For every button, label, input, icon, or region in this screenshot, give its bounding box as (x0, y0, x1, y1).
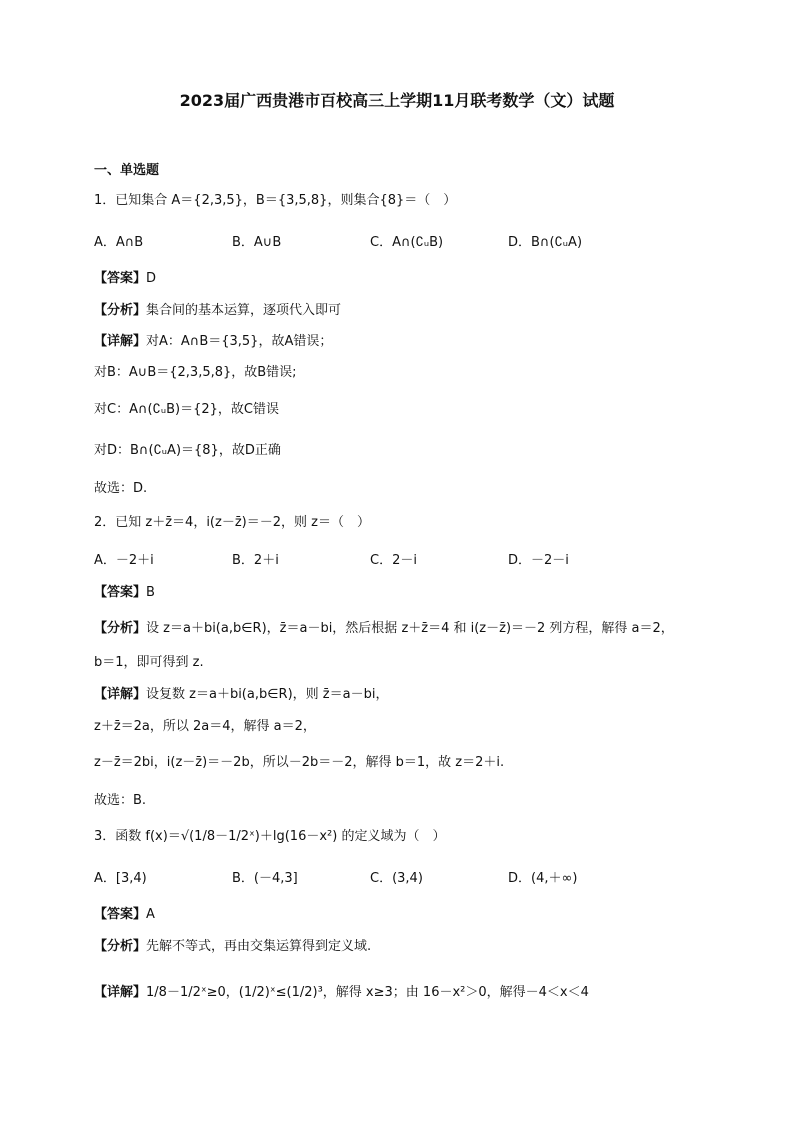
question-2-stem: 2．已知 z＋z̄＝4，i(z－z̄)＝－2，则 z＝（ ） (94, 515, 370, 530)
q2-option-b: B．2＋i (232, 553, 279, 568)
q3-detail (94, 984, 589, 1002)
q2-detail (94, 686, 388, 704)
q1-option-d: D．B∩(∁ᵤA) (508, 235, 583, 250)
q1-conclusion: 故选：D. (94, 481, 148, 496)
analysis-tag: 【分析】 (94, 621, 147, 636)
q1-detail (94, 333, 332, 351)
answer-tag: 【答案】 (94, 585, 147, 600)
answer-value: A (146, 907, 155, 922)
q1-detail-line: 对B：A∪B＝{2,3,5,8}，故B错误; (94, 365, 297, 380)
q3-option-d: D．(4,＋∞) (508, 871, 578, 886)
detail-text: 设复数 z＝a＋bi(a,b∈R)，则 z̄＝a－bi， (146, 687, 389, 702)
q2-option-d: D．－2－i (508, 553, 569, 568)
q2-detail-line: z－z̄＝2bi，i(z－z̄)＝－2b，所以－2b＝－2，解得 b＝1，故 z＝2＋i. (94, 755, 505, 770)
analysis-text: 先解不等式，再由交集运算得到定义域. (146, 939, 372, 954)
q1-option-c: C．A∩(∁ᵤB) (370, 235, 444, 250)
question-1-stem: 1．已知集合 A＝{2,3,5}，B＝{3,5,8}，则集合{8}＝（ ） (94, 193, 457, 208)
page-title: 2023届广西贵港市百校高三上学期11月联考数学（文）试题 (179, 91, 615, 110)
q3-answer (94, 906, 155, 924)
q2-answer (94, 584, 155, 602)
q3-option-c: C．(3,4) (370, 871, 423, 886)
analysis-tag: 【分析】 (94, 939, 147, 954)
detail-tag: 【详解】 (94, 985, 147, 1000)
answer-tag: 【答案】 (94, 271, 147, 286)
detail-text: 1/8－1/2ˣ≥0，(1/2)ˣ≤(1/2)³，解得 x≥3；由 16－x²＞0，解得－4＜x＜4 (146, 985, 589, 1000)
q2-detail-line: z＋z̄＝2a，所以 2a＝4，解得 a＝2， (94, 719, 316, 734)
detail-tag: 【详解】 (94, 334, 147, 349)
answer-value: B (146, 585, 155, 600)
q3-option-b: B．(－4,3] (232, 871, 298, 886)
q2-analysis-cont: b＝1，即可得到 z. (94, 655, 204, 670)
q2-analysis (94, 620, 674, 638)
q2-conclusion: 故选：B. (94, 793, 147, 808)
answer-tag: 【答案】 (94, 907, 147, 922)
q2-option-a: A．－2＋i (94, 553, 154, 568)
q1-detail-line: 对C：A∩(∁ᵤB)＝{2}，故C错误 (94, 402, 279, 417)
analysis-text: 设 z＝a＋bi(a,b∈R)，z̄＝a－bi，然后根据 z＋z̄＝4 和 i(z－z̄)＝－2 列方程，解得 a＝2， (146, 621, 674, 636)
q1-option-a: A．A∩B (94, 235, 144, 250)
analysis-text: 集合间的基本运算，逐项代入即可 (146, 303, 342, 318)
q1-option-b: B．A∪B (232, 235, 282, 250)
q2-option-c: C．2－i (370, 553, 417, 568)
analysis-tag: 【分析】 (94, 303, 147, 318)
q1-analysis (94, 302, 341, 320)
section-heading: 一、单选题 (94, 163, 160, 178)
answer-value: D (146, 271, 157, 286)
q1-detail-line: 对D：B∩(∁ᵤA)＝{8}，故D正确 (94, 443, 281, 458)
q1-answer (94, 270, 156, 288)
detail-tag: 【详解】 (94, 687, 147, 702)
detail-text: 对A：A∩B＝{3,5}，故A错误； (146, 334, 333, 349)
q3-analysis (94, 938, 371, 956)
question-3-stem: 3．函数 f(x)＝√(1/8－1/2ˣ)＋lg(16－x²) 的定义域为（ ） (94, 829, 446, 844)
q3-option-a: A．[3,4) (94, 871, 147, 886)
